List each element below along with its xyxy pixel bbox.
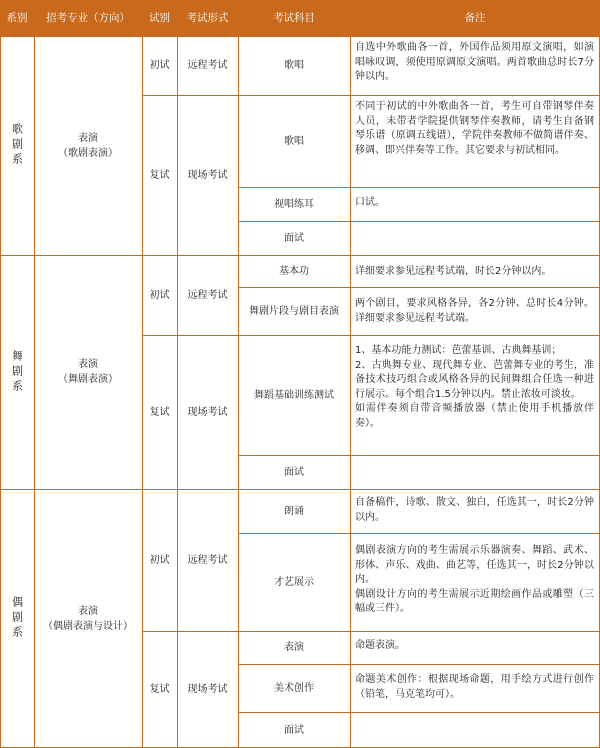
subject-cell: 面试 [284, 232, 304, 244]
note-cell: 自选中外歌曲各一首，外国作品须用原文演唱，如演唱咏叹调，须使用原调原文演唱。两首歌曲总时长7分钟以内。 [355, 42, 594, 83]
subject-cell: 面试 [284, 724, 304, 736]
round-cell: 初试 [149, 289, 170, 301]
round-cell: 复试 [149, 684, 170, 695]
header-round: 试别 [142, 0, 177, 36]
major-line1: 表演 [78, 605, 98, 617]
note-cell: 详细要求参见远程考试端，时长2分钟以内。 [355, 266, 552, 277]
note-cell [350, 221, 600, 255]
department-opera [0, 36, 34, 255]
round-cell: 复试 [149, 169, 170, 181]
subject-cell: 基本功 [279, 265, 309, 277]
note-cell: 自备稿件，诗歌、散文、独白，任选其一，时长2分钟以内。 [355, 497, 594, 523]
subject-cell: 歌唱 [284, 135, 304, 147]
subject-cell: 视唱练耳 [274, 198, 314, 210]
subject-cell: 才艺展示 [274, 576, 314, 588]
note-cell: 偶剧表演方向的考生需展示乐器演奏、舞蹈、武术、形体、声乐、戏曲、曲艺等，任选其一，时长2分钟以内。 偶剧设计方向的考生需展示近期绘画作品或雕塑（三幅或三件）。 [355, 545, 594, 615]
note-cell: 命题表演。 [355, 640, 405, 651]
round-cell: 初试 [149, 554, 170, 566]
major-line2: （舞剧表演） [58, 374, 118, 385]
note-cell: 两个剧目，要求风格各异，各2分钟、总时长4分钟。详细要求参见远程考试端。 [355, 298, 594, 324]
major-puppetry [34, 489, 142, 748]
format-cell: 现场考试 [187, 684, 228, 695]
note-cell: 1、基本功能力测试：芭蕾基训、古典舞基训； 2、古典舞专业、现代舞专业、芭蕾舞专业的考生，准备技术技巧组合或风格各异的民间舞组合任选一种进行展示。每个组合1.5分钟以内。禁止浓妆可淡妆。 如需伴奏须自带音频播放器（禁止使用手机播放伴奏）。 [355, 345, 594, 429]
department-name: 偶剧系 [10, 596, 24, 641]
header-department: 系别 [0, 0, 34, 36]
round-cell: 复试 [149, 406, 170, 418]
department-puppetry [0, 489, 34, 748]
major-line2: （歌剧表演） [58, 147, 118, 159]
major-dance [34, 255, 142, 489]
subject-cell: 美术创作 [274, 682, 314, 694]
department-dance [0, 255, 34, 489]
format-cell: 远程考试 [187, 60, 228, 71]
round-cell: 初试 [149, 60, 170, 71]
note-cell: 口试。 [355, 197, 385, 208]
note-cell [350, 712, 600, 748]
format-cell: 现场考试 [187, 169, 228, 181]
header-note: 备注 [350, 0, 600, 36]
note-cell: 命题美术创作：根据现场命题，用手绘方式进行创作（铅笔，马克笔均可）。 [355, 674, 594, 700]
department-name: 歌剧系 [10, 123, 24, 168]
department-name: 舞剧系 [10, 349, 24, 395]
format-cell: 远程考试 [187, 554, 228, 566]
subject-cell: 朗诵 [284, 505, 304, 517]
header-format: 考试形式 [177, 0, 238, 36]
major-line1: 表演 [78, 359, 98, 370]
subject-cell: 面试 [284, 466, 304, 478]
format-cell: 远程考试 [187, 289, 228, 301]
note-cell: 不同于初试的中外歌曲各一首，考生可自带钢琴伴奏人员，未带者学院提供钢琴伴奏教师，请考生自备钢琴乐谱（原调五线谱），学院伴奏教师不做简谱伴奏、移调、即兴伴奏等工作。其它要求与初试相同。 [355, 101, 594, 156]
format-cell: 现场考试 [187, 406, 228, 418]
subject-cell: 舞剧片段与剧目表演 [249, 305, 339, 317]
subject-cell: 表演 [284, 642, 304, 653]
major-opera [34, 36, 142, 255]
subject-cell: 歌唱 [284, 60, 304, 71]
major-line1: 表演 [78, 132, 98, 144]
subject-cell: 舞蹈基础训练测试 [254, 389, 334, 401]
note-cell [350, 455, 600, 489]
major-line2: （偶剧表演与设计） [43, 620, 133, 632]
header-major: 招考专业（方向） [34, 0, 142, 36]
header-subject: 考试科目 [238, 0, 350, 36]
